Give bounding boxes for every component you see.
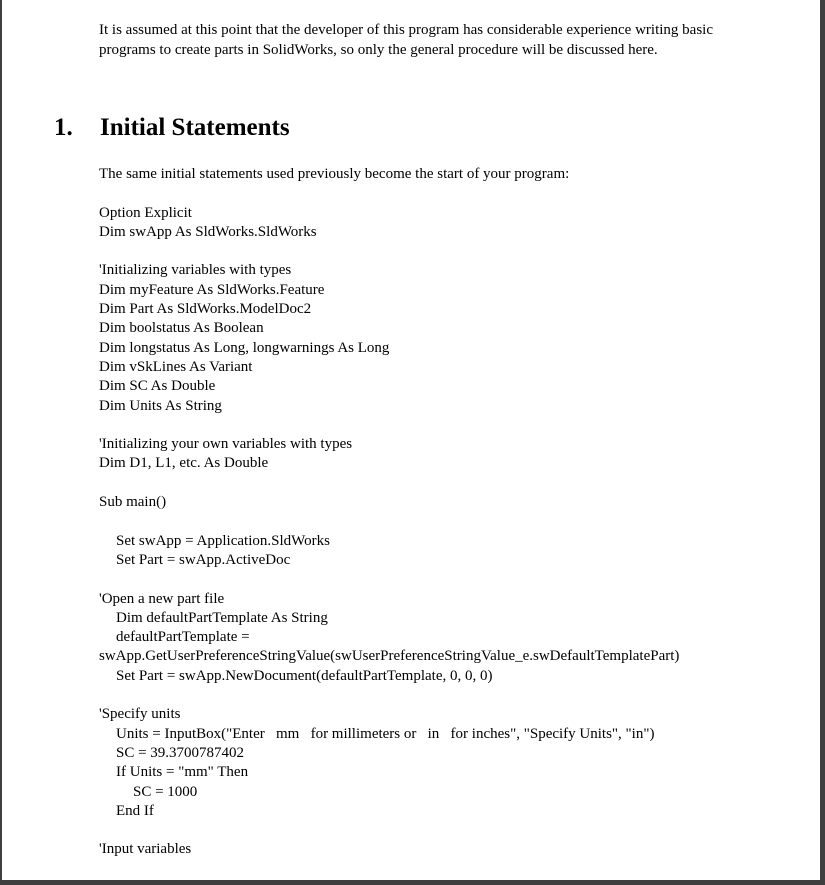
code-line: Units = InputBox("Enter mm for millimeters or in for inches", "Specify Units", "in"): [116, 725, 655, 742]
code-comment-line: 'Initializing your own variables with types: [99, 436, 353, 453]
code-line: Set swApp = Application.SldWorks: [116, 532, 330, 549]
code-line: Option Explicit: [99, 204, 192, 221]
code-line: Dim Part As SldWorks.ModelDoc2: [99, 301, 312, 318]
section-number: 1.: [54, 114, 73, 141]
code-line: Dim swApp As SldWorks.SldWorks: [99, 223, 317, 240]
code-line: SC = 1000: [133, 783, 198, 800]
intro-block: [99, 20, 739, 60]
code-line: defaultPartTemplate =: [116, 629, 250, 646]
code-line: swApp.GetUserPreferenceStringValue(swUserPreferenceStringValue_e.swDefaultTemplatePart): [99, 648, 680, 665]
code-line: Dim Units As String: [99, 397, 222, 414]
code-comment-line: 'Open a new part file: [99, 590, 225, 607]
code-line: Dim defaultPartTemplate As String: [116, 609, 328, 626]
code-line: Dim longstatus As Long, longwarnings As Long: [99, 339, 390, 356]
section-heading: [54, 114, 290, 142]
code-line: End If: [116, 802, 154, 819]
code-comment-line: 'Specify units: [99, 706, 181, 723]
code-line: If Units = "mm" Then: [116, 764, 249, 781]
section-title: Initial Statements: [100, 114, 290, 141]
code-line: Set Part = swApp.NewDocument(defaultPartTemplate, 0, 0, 0): [116, 667, 493, 684]
code-line: Dim vSkLines As Variant: [99, 358, 253, 375]
code-line: Set Part = swApp.ActiveDoc: [116, 551, 291, 568]
code-line: Sub main(): [99, 494, 167, 511]
code-line: Dim SC As Double: [99, 378, 216, 395]
code-line: SC = 39.3700787402: [116, 744, 245, 761]
document-page: [2, 0, 820, 880]
code-line: Dim D1, L1, etc. As Double: [99, 455, 269, 472]
code-comment-line: 'Initializing variables with types: [99, 262, 292, 279]
code-listing: [99, 165, 679, 860]
intro-paragraph: It is assumed at this point that the developer of this program has considerable experience writing basic programs to create parts in SolidWorks, so only the general procedure will be discussed here.: [99, 22, 713, 58]
code-comment-line: 'Input variables: [99, 841, 192, 858]
code-line: Dim boolstatus As Boolean: [99, 320, 264, 337]
code-line: Dim myFeature As SldWorks.Feature: [99, 281, 325, 298]
body-text-line: The same initial statements used previously become the start of your program:: [99, 166, 570, 182]
